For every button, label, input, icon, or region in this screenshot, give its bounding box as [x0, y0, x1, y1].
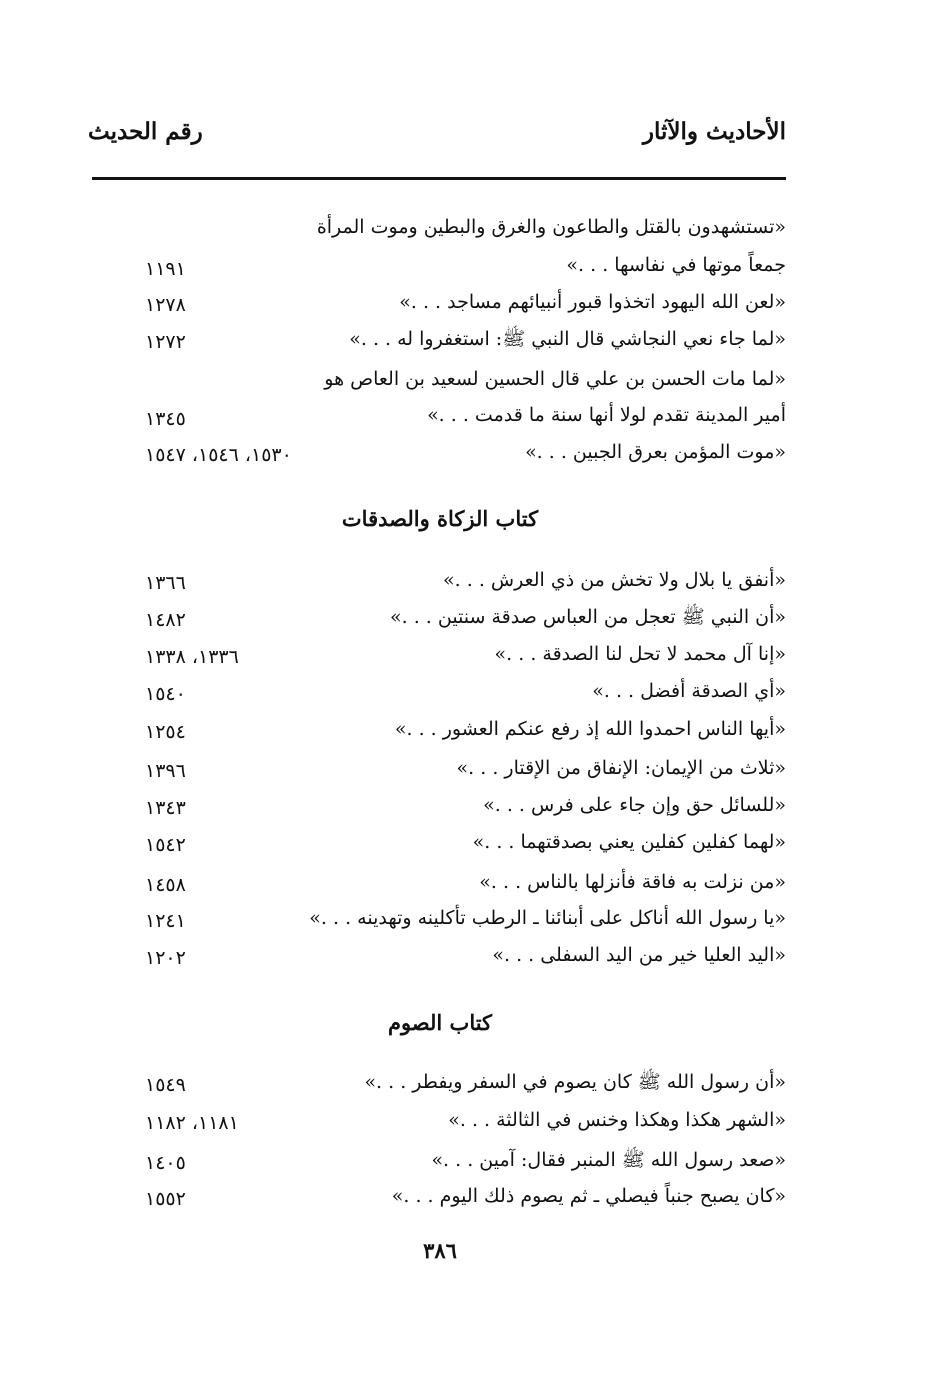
entry-number: ١٥٤٢ [145, 834, 186, 856]
entry-text: «يا رسول الله أناكل على أبنائنا ـ الرطب تأكلينه وتهدينه . . .» [309, 907, 786, 929]
entry-number: ١٢٧٨ [145, 294, 186, 316]
entry-number: ١٤٠٥ [145, 1152, 186, 1174]
entry-text: «لما جاء نعي النجاشي قال النبي ﷺ: استغفروا له . . .» [349, 328, 786, 350]
entry-number: ١٢٥٤ [145, 721, 186, 743]
entry-text: «كان يصبح جنباً فيصلي ـ ثم يصوم ذلك اليوم . . .» [391, 1185, 786, 1207]
entry-text: أمير المدينة تقدم لولا أنها سنة ما قدمت . . .» [427, 404, 786, 426]
entry-number: ١٣٣٦، ١٣٣٨ [145, 646, 239, 668]
entry-text: «أي الصدقة أفضل . . .» [592, 680, 786, 702]
entry-number: ١٢٠٢ [145, 947, 186, 969]
entry-text: «أنفق يا بلال ولا تخش من ذي العرش . . .» [443, 569, 786, 591]
entry-number: ١٣٩٦ [145, 760, 186, 782]
entry-number: ١٥٣٠، ١٥٤٦، ١٥٤٧ [145, 444, 292, 466]
entry-text: «اليد العليا خير من اليد السفلى . . .» [492, 944, 786, 966]
entry-number: ١٥٥٢ [145, 1188, 186, 1210]
entry-number: ١٤٨٢ [145, 609, 186, 631]
entry-text: «أن رسول الله ﷺ كان يصوم في السفر ويفطر . . .» [364, 1071, 786, 1093]
entry-number: ١٣٤٥ [145, 408, 186, 430]
entry-text: «من نزلت به فاقة فأنزلها بالناس . . .» [479, 871, 786, 893]
entry-number: ١١٩١ [145, 258, 186, 280]
entry-text: «لعن الله اليهود اتخذوا قبور أنبيائهم مساجد . . .» [399, 291, 786, 313]
entry-text: «ثلاث من الإيمان: الإنفاق من الإقتار . . .» [456, 757, 786, 779]
entry-number: ١٣٤٣ [145, 797, 186, 819]
entry-text: «الشهر هكذا وهكذا وخنس في الثالثة . . .» [448, 1109, 786, 1131]
header-rule [92, 177, 786, 180]
entry-number: ١٣٦٦ [145, 572, 186, 594]
header-title: الأحاديث والآثار [642, 118, 786, 145]
header-number-label: رقم الحديث [88, 118, 203, 145]
entry-number: ١٥٤٩ [145, 1074, 186, 1096]
entry-number: ١٢٤١ [145, 910, 186, 932]
entry-text: «موت المؤمن بعرق الجبين . . .» [525, 441, 786, 463]
entry-text: «لما مات الحسن بن علي قال الحسين لسعيد بن العاص هو [324, 368, 786, 390]
page-number: ٣٨٦ [423, 1238, 457, 1263]
entry-number: ١٢٧٢ [145, 331, 186, 353]
entry-number: ١١٨١، ١١٨٢ [145, 1112, 239, 1134]
entry-number: ١٥٤٠ [145, 683, 186, 705]
entry-text: «تستشهدون بالقتل والطاعون والغرق والبطين وموت المرأة [316, 216, 786, 238]
entry-text: «لهما كفلين كفلين يعني بصدقتهما . . .» [472, 831, 786, 853]
entry-text: «إنا آل محمد لا تحل لنا الصدقة . . .» [494, 643, 786, 665]
entry-text: «صعد رسول الله ﷺ المنبر فقال: آمين . . .» [431, 1149, 786, 1171]
entry-text: «للسائل حق وإن جاء على فرس . . .» [483, 794, 786, 816]
entry-text: جمعاً موتها في نفاسها . . .» [566, 254, 786, 276]
entry-text: «أيها الناس احمدوا الله إذ رفع عنكم العشور . . .» [394, 718, 786, 740]
section-title: كتاب الزكاة والصدقات [341, 506, 539, 531]
entry-text: «أن النبي ﷺ تعجل من العباس صدقة سنتين . . .» [390, 606, 786, 628]
section-title: كتاب الصوم [387, 1010, 493, 1035]
entry-number: ١٤٥٨ [145, 874, 186, 896]
